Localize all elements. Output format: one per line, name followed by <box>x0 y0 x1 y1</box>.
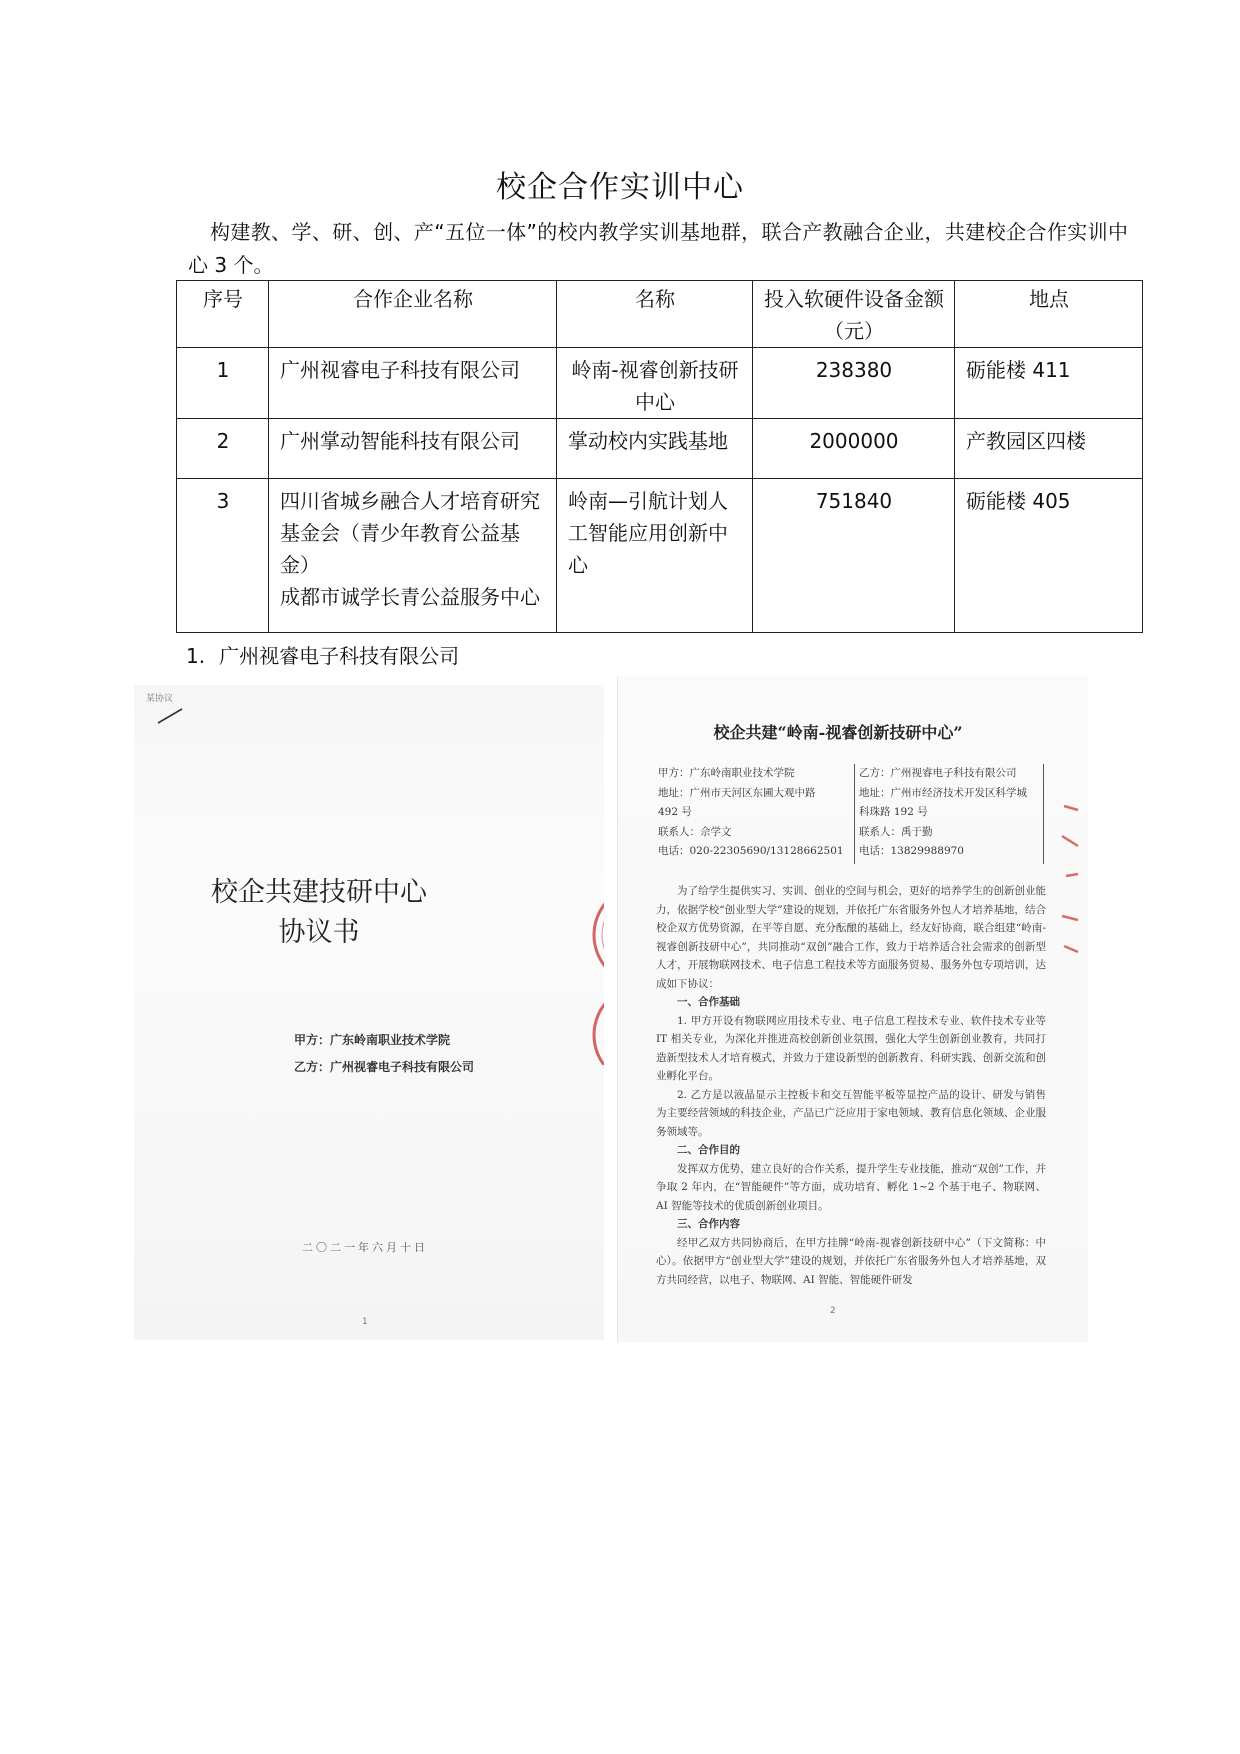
contact-line: 联系人：禹于勤 <box>859 825 933 838</box>
centers-table <box>176 280 1143 633</box>
sign-date: 二〇二一年六月十日 <box>302 1241 428 1254</box>
table-header-row <box>177 281 1143 348</box>
body-paragraph: 发挥双方优势，建立良好的合作关系，提升学生专业技能，推动“双创”工作，并争取 2 年内，在“智能硬件”等方面，成功培育、孵化 1~2 个基于电子、物联网、AI 智能等技术的优质创新创业项目。 <box>656 1162 1046 1212</box>
cell-company-line: 四川省城乡融合人才培育研究基金会（青少年教育公益基金） <box>280 489 540 577</box>
section-label: 广州视睿电子科技有限公司 <box>219 644 460 668</box>
table-row <box>177 419 1143 479</box>
agreement-title-line: 协议书 <box>278 917 360 948</box>
cell-company <box>269 479 557 633</box>
cell-no: 1 <box>177 348 269 419</box>
agreement-body <box>656 882 1046 1289</box>
header-company: 合作企业名称 <box>269 281 557 348</box>
pen-mark-icon <box>156 705 186 725</box>
corner-scribble: 某协议 <box>146 694 174 704</box>
cell-no: 2 <box>177 419 269 479</box>
party-a: 甲方：广东岭南职业技术学院 <box>294 1033 451 1047</box>
party-b: 乙方：广州视睿电子科技有限公司 <box>294 1060 475 1074</box>
party-b-contact <box>854 764 1044 864</box>
contact-line: 地址：广州市天河区东圃大观中路 <box>658 786 816 799</box>
agreement-heading: 校企共建“岭南-视睿创新技研中心” <box>713 723 963 742</box>
cell-name: 掌动校内实践基地 <box>557 419 753 479</box>
body-heading: 二、合作目的 <box>677 1144 740 1156</box>
cell-no: 3 <box>177 479 269 633</box>
cell-company: 广州掌动智能科技有限公司 <box>269 419 557 479</box>
contact-line: 电话：13829988970 <box>859 845 964 857</box>
red-seal-icon <box>554 865 604 1065</box>
body-heading: 三、合作内容 <box>677 1218 740 1230</box>
contact-line: 乙方：广州视睿电子科技有限公司 <box>859 767 1017 779</box>
header-amount: 投入软硬件设备金额（元） <box>753 281 955 348</box>
cell-amount: 238380 <box>753 348 955 419</box>
contact-line: 科珠路 192 号 <box>859 806 928 818</box>
intro-paragraph: 构建教、学、研、创、产“五位一体”的校内教学实训基地群，联合产教融合企业，共建校企合作实训中心 3 个。 <box>188 220 1128 277</box>
page-title: 校企合作实训中心 <box>496 170 744 205</box>
body-paragraph: 为了给学生提供实习、实训、创业的空间与机会，更好的培养学生的创新创业能力，依据学校“创业型大学”建设的规划，并依托广东省服务外包人才培养基地，结合校企双方优势资源，在平等自愿、充分酝酿的基础上，经友好协商，联合组建“岭南-视睿创新技研中心”，共同推动“双创”融合工作，致力于培养适合社会需求的创新型人才，开展物联网技术、电子信息工程技术等方面服务贸易、服务外包专项培训，达成如下协议： <box>656 885 1046 990</box>
scan-agreement-page <box>618 676 1088 1342</box>
contact-line: 电话：020-22305690/13128662501 <box>658 845 844 857</box>
cell-name: 岭南-视睿创新技研中心 <box>557 348 753 419</box>
body-paragraph: 1. 甲方开设有物联网应用技术专业、电子信息工程技术专业、软件技术专业等 IT 相关专业，为深化并推进高校创新创业氛围，强化大学生创新创业教育，共同打造新型技术人才培育模式，并致力于建设新型的创新教育、科研实践、创新交流和创业孵化平台。 <box>656 1014 1046 1082</box>
table-row <box>177 479 1143 633</box>
contact-line: 联系人：佘学文 <box>658 825 732 838</box>
contact-line: 492 号 <box>658 806 692 818</box>
section-heading <box>186 640 459 669</box>
body-heading: 一、合作基础 <box>677 996 740 1008</box>
party-a-contact <box>658 764 844 862</box>
header-no: 序号 <box>177 281 269 348</box>
header-name: 名称 <box>557 281 753 348</box>
cell-location: 砺能楼 405 <box>955 479 1143 633</box>
agreement-title <box>194 873 444 953</box>
body-paragraph: 经甲乙双方共同协商后，在甲方挂牌“岭南-视睿创新技研中心”（下文简称：中心）。依据甲方“创业型大学”建设的规划，并依托广东省服务外包人才培养基地，双方共同经营，以电子、物联网、AI 智能、智能硬件研发 <box>656 1236 1046 1286</box>
page-number: 1 <box>362 1317 368 1327</box>
cell-location: 产教园区四楼 <box>955 419 1143 479</box>
cell-company-line: 成都市诚学长青公益服务中心 <box>280 585 540 609</box>
table-row <box>177 348 1143 419</box>
scan-agreement-cover <box>134 685 604 1340</box>
cell-amount: 2000000 <box>753 419 955 479</box>
section-number: 1. <box>186 644 206 668</box>
cell-company: 广州视睿电子科技有限公司 <box>269 348 557 419</box>
cell-name: 岭南—引航计划人工智能应用创新中心 <box>557 479 753 633</box>
body-paragraph: 2. 乙方是以液晶显示主控板卡和交互智能平板等显控产品的设计、研发与销售为主要经营领域的科技企业，产品已广泛应用于家电领域、教育信息化领域、企业服务领域等。 <box>656 1088 1046 1138</box>
cell-location: 砺能楼 411 <box>955 348 1143 419</box>
contact-line: 地址：广州市经济技术开发区科学城 <box>859 786 1027 799</box>
red-seal-edge-icon <box>1056 796 1088 986</box>
agreement-title-line: 校企共建技研中心 <box>211 877 427 908</box>
cell-amount: 751840 <box>753 479 955 633</box>
contact-line: 甲方：广东岭南职业技术学院 <box>658 767 795 779</box>
header-location: 地点 <box>955 281 1143 348</box>
page-number: 2 <box>830 1306 836 1316</box>
